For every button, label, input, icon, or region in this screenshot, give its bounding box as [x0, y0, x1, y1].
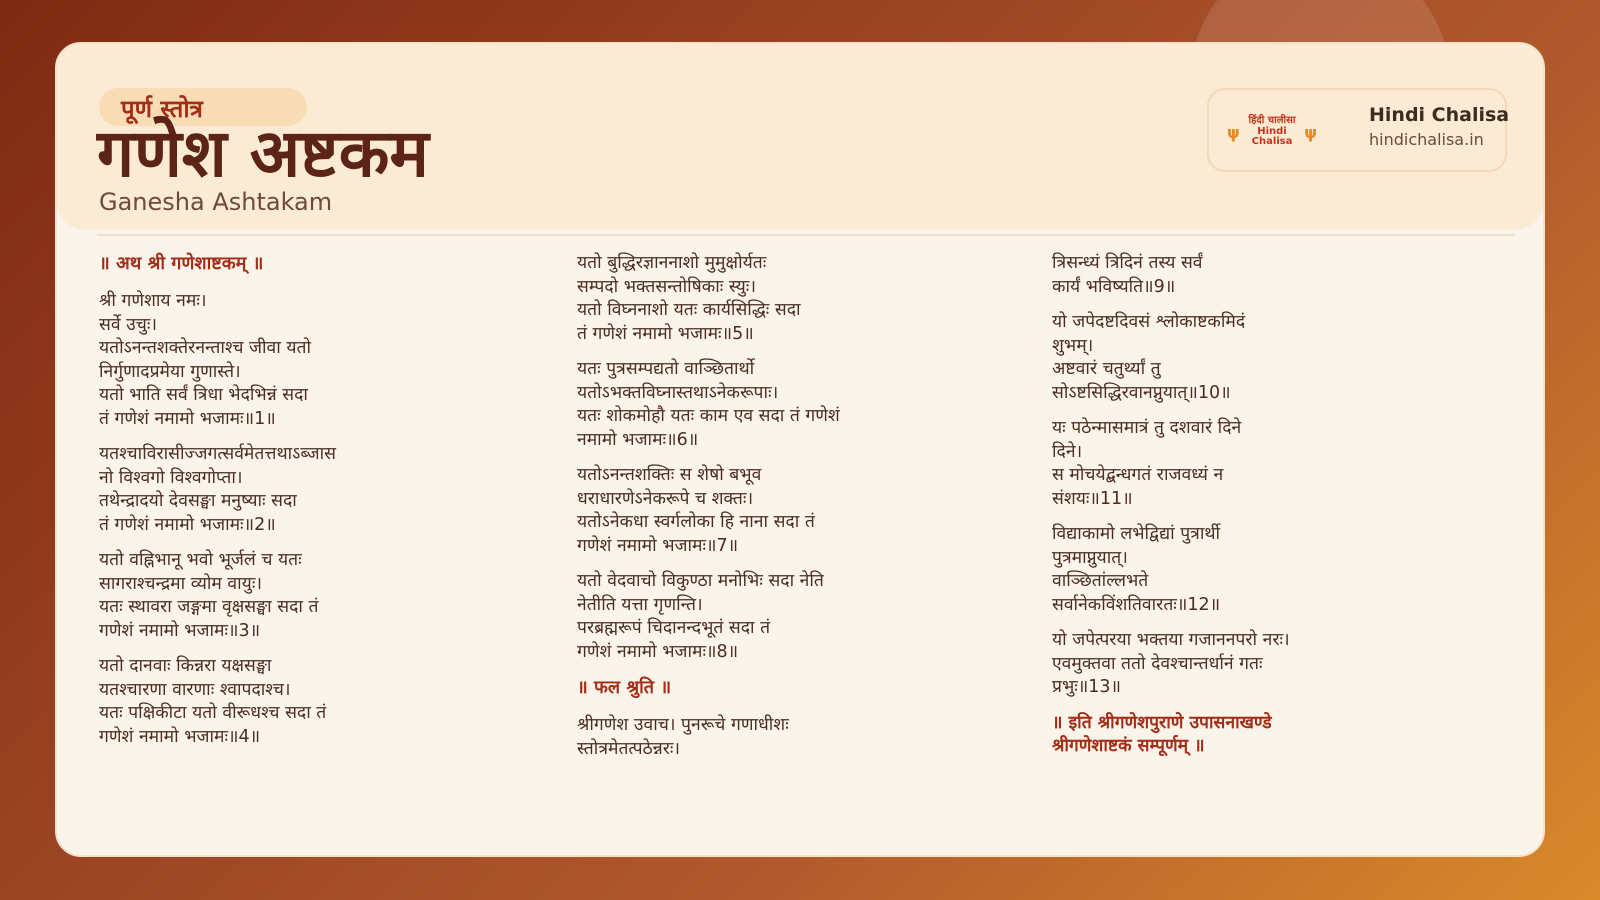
text-column-2: [577, 252, 1017, 773]
verse-line: नमामो भजामः॥6॥: [577, 429, 699, 450]
start-heading: ॥ अथ श्री गणेशाष्टकम् ॥: [99, 253, 264, 274]
verse-line: स मोचयेद्बन्धगतं राजवध्यं न: [1052, 465, 1224, 485]
verse-7: [577, 464, 1017, 558]
verse-line: यतो बुद्धिरज्ञाननाशो मुमुक्षोर्यतः: [577, 253, 767, 273]
verse-line: प्रभुः॥13॥: [1052, 677, 1122, 697]
verse-line: यतो विघ्ननाशो यतः कार्यसिद्धिः सदा: [577, 300, 801, 320]
verse-line: यतो वह्निभानू भवो भूर्जलं च यतः: [99, 550, 302, 570]
brand-box[interactable]: [1207, 88, 1510, 172]
verse-line: धराधारणेऽनेकरूपे च शक्तः।: [577, 488, 754, 509]
category-badge: पूर्ण स्तोत्र: [99, 88, 307, 126]
verse-8: [577, 570, 1017, 664]
verse-line: परब्रह्मरूपं चिदानन्दभूतं सदा तं: [577, 618, 771, 638]
verse-line: यतो वेदवाचो विकुण्ठा मनोभिः सदा नेति: [577, 571, 824, 591]
verse-2: [99, 443, 539, 537]
verse-6: [577, 358, 1017, 452]
verse-line: यो जपेत्परया भक्तया गजाननपरो नरः।: [1052, 630, 1290, 650]
verse-line: कार्यं भविष्यति॥9॥: [1052, 276, 1176, 297]
verse-line: यतः पुत्रसम्पद्यतो वाञ्छितार्थो: [577, 359, 755, 379]
verse-3: [99, 549, 539, 643]
header-divider: [97, 234, 1515, 236]
verse-line: सर्वानेकविंशतिवारतः॥12॥: [1052, 594, 1221, 615]
brand-name: Hindi Chalisa: [1369, 104, 1510, 126]
verse-line: श्री गणेशाय नमः।: [99, 291, 207, 311]
trident-icon: ψ: [1304, 122, 1317, 142]
verse-line: पुत्रमाप्नुयात्।: [1052, 547, 1128, 568]
verse-12: [1052, 523, 1492, 617]
trident-icon: ψ: [1227, 122, 1240, 142]
verse-line: निर्गुणादप्रमेया गुणास्ते।: [99, 361, 241, 382]
phala-heading: ॥ फल श्रुति ॥: [577, 677, 672, 698]
verse-line: सोऽष्टसिद्धिरवानप्नुयात्॥10॥: [1052, 382, 1231, 403]
brand-url[interactable]: hindichalisa.in: [1369, 130, 1484, 149]
verse-line: तं गणेशं नमामो भजामः॥1॥: [99, 408, 276, 429]
verse-line: त्रिसन्ध्यं त्रिदिनं तस्य सर्वं: [1052, 253, 1203, 273]
verse-line: यतश्चाविरासीज्जगत्सर्वमेतत्तथाऽब्जास: [99, 444, 336, 464]
verse-line: एवमुक्तवा ततो देवश्चान्तर्धानं गतः: [1052, 653, 1263, 674]
verse-line: तथेन्द्रादयो देवसङ्घा मनुष्याः सदा: [99, 491, 297, 511]
verse-line: गणेशं नमामो भजामः॥3॥: [99, 620, 261, 641]
closing-line: ॥ इति श्रीगणेशपुराणे उपासनाखण्डे: [1052, 712, 1272, 733]
verse-line: गणेशं नमामो भजामः॥8॥: [577, 641, 739, 662]
verse-line: स्तोत्रमेतत्पठेन्नरः।: [577, 738, 681, 759]
verse-4: [99, 655, 539, 749]
page-title: गणेश अष्टकम: [97, 115, 429, 192]
verse-line: तं गणेशं नमामो भजामः॥2॥: [99, 514, 276, 535]
verse-9: [1052, 252, 1492, 299]
verse-line: यतः पक्षिकीटा यतो वीरूधश्च सदा तं: [99, 703, 327, 723]
text-column-3: [1052, 252, 1492, 771]
verse-line: यतोऽनेकधा स्वर्गलोका हि नाना सदा तं: [577, 512, 815, 532]
verse-13: [1052, 629, 1492, 700]
verse-1: [99, 290, 539, 431]
phala-verse-intro: [577, 714, 1017, 761]
page-header: [57, 44, 1543, 229]
verse-line: तं गणेशं नमामो भजामः॥5॥: [577, 323, 754, 344]
verse-10: [1052, 311, 1492, 405]
verse-line: यतोऽनन्तशक्तिः स शेषो बभूव: [577, 465, 762, 485]
verse-line: सम्पदो भक्तसन्तोषिकाः स्युः।: [577, 276, 756, 297]
verse-line: नो विश्वगो विश्वगोप्ता।: [99, 467, 243, 488]
verse-line: यतो भाति सर्वं त्रिधा भेदभिन्नं सदा: [99, 385, 308, 405]
verse-line: यतो दानवाः किन्नरा यक्षसङ्घा: [99, 656, 272, 676]
page-subtitle: Ganesha Ashtakam: [99, 188, 333, 216]
verse-line: संशयः॥11॥: [1052, 488, 1133, 509]
logo-text-hindi: हिंदी चालीसा: [1248, 115, 1296, 127]
verse-11: [1052, 417, 1492, 511]
verse-line: यः पठेन्मासमात्रं तु दशवारं दिने: [1052, 418, 1242, 438]
stotra-card: [55, 42, 1545, 857]
verse-line: दिने।: [1052, 441, 1083, 462]
verse-line: सर्वे उचुः।: [99, 314, 157, 335]
verse-line: यतः शोकमोहौ यतः काम एव सदा तं गणेशं: [577, 406, 840, 426]
verse-line: गणेशं नमामो भजामः॥4॥: [99, 726, 261, 747]
verse-line: शुभम्।: [1052, 335, 1094, 356]
verse-line: अष्टवारं चतुर्थ्यां तु: [1052, 359, 1161, 379]
brand-logo: [1227, 117, 1317, 147]
verse-line: सागराश्चन्द्रमा व्योम वायुः।: [99, 573, 262, 594]
verse-line: विद्याकामो लभेद्विद्यां पुत्रार्थी: [1052, 524, 1221, 544]
verse-line: यतः स्थावरा जङ्गमा वृक्षसङ्घा सदा तं: [99, 597, 319, 617]
closing-line: श्रीगणेशाष्टकं सम्पूर्णम् ॥: [1052, 736, 1205, 756]
verse-line: श्रीगणेश उवाच। पुनरूचे गणाधीशः: [577, 715, 789, 735]
verse-line: यतश्चारणा वारणाः श्वापदाश्च।: [99, 679, 291, 700]
verse-line: वाञ्छितांल्लभते: [1052, 571, 1149, 591]
verse-line: यतोऽनन्तशक्तेरनन्ताश्च जीवा यतो: [99, 338, 312, 358]
logo-text-english: Hindi Chalisa: [1251, 125, 1293, 148]
closing-lines: [1052, 712, 1492, 759]
verse-line: गणेशं नमामो भजामः॥7॥: [577, 535, 739, 556]
verse-5: [577, 252, 1017, 346]
verse-line: यो जपेदष्टदिवसं श्लोकाष्टकमिदं: [1052, 312, 1246, 332]
verse-line: नेतीति यत्ता गृणन्ति।: [577, 594, 703, 615]
text-column-1: [99, 252, 539, 761]
verse-line: यतोऽभक्तविघ्नास्तथाऽनेकरूपाः।: [577, 382, 779, 403]
